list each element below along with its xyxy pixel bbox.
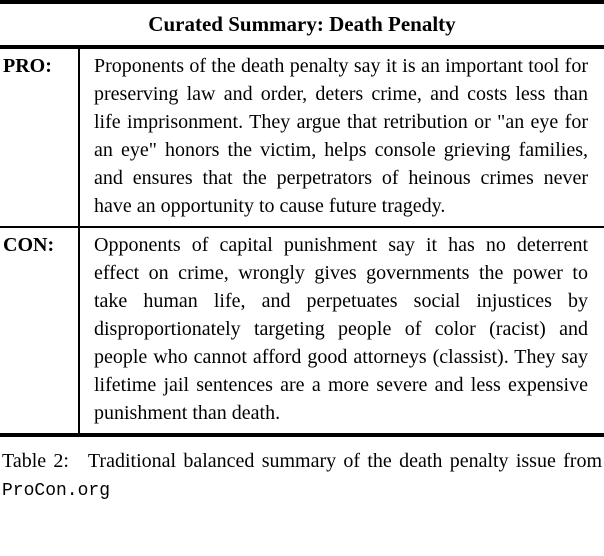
table-bottom-rule	[0, 433, 604, 437]
con-label: CON:	[0, 228, 80, 433]
con-text: Opponents of capital punishment say it has no deterrent effect on crime, wrongly gives governments the power to take human life, and perpetuates social injustices by disproportionately targeting people of color (racist) and people who cannot afford good attorneys (classist). They say lifetime jail sentences are a more severe and less expensive punishment than death.	[94, 234, 588, 424]
pro-label: PRO:	[0, 49, 80, 226]
table-row-pro	[0, 49, 604, 226]
table-caption	[0, 447, 604, 505]
table-row-con	[0, 228, 604, 433]
table-title: Curated Summary: Death Penalty	[148, 12, 456, 36]
caption-text: Traditional balanced summary of the death penalty issue from	[87, 450, 603, 472]
caption-source: ProCon.org	[2, 481, 111, 501]
caption-label: Table 2:	[2, 450, 69, 472]
pro-text: Proponents of the death penalty say it is an important tool for preserving law and order, deters crime, and costs less than life imprisonment. They argue that retribution or "an eye for an eye" honors the victim, helps console grieving families, and ensures that the perpetrators of heinous crimes never have an opportunity to cause future tragedy.	[94, 55, 588, 217]
